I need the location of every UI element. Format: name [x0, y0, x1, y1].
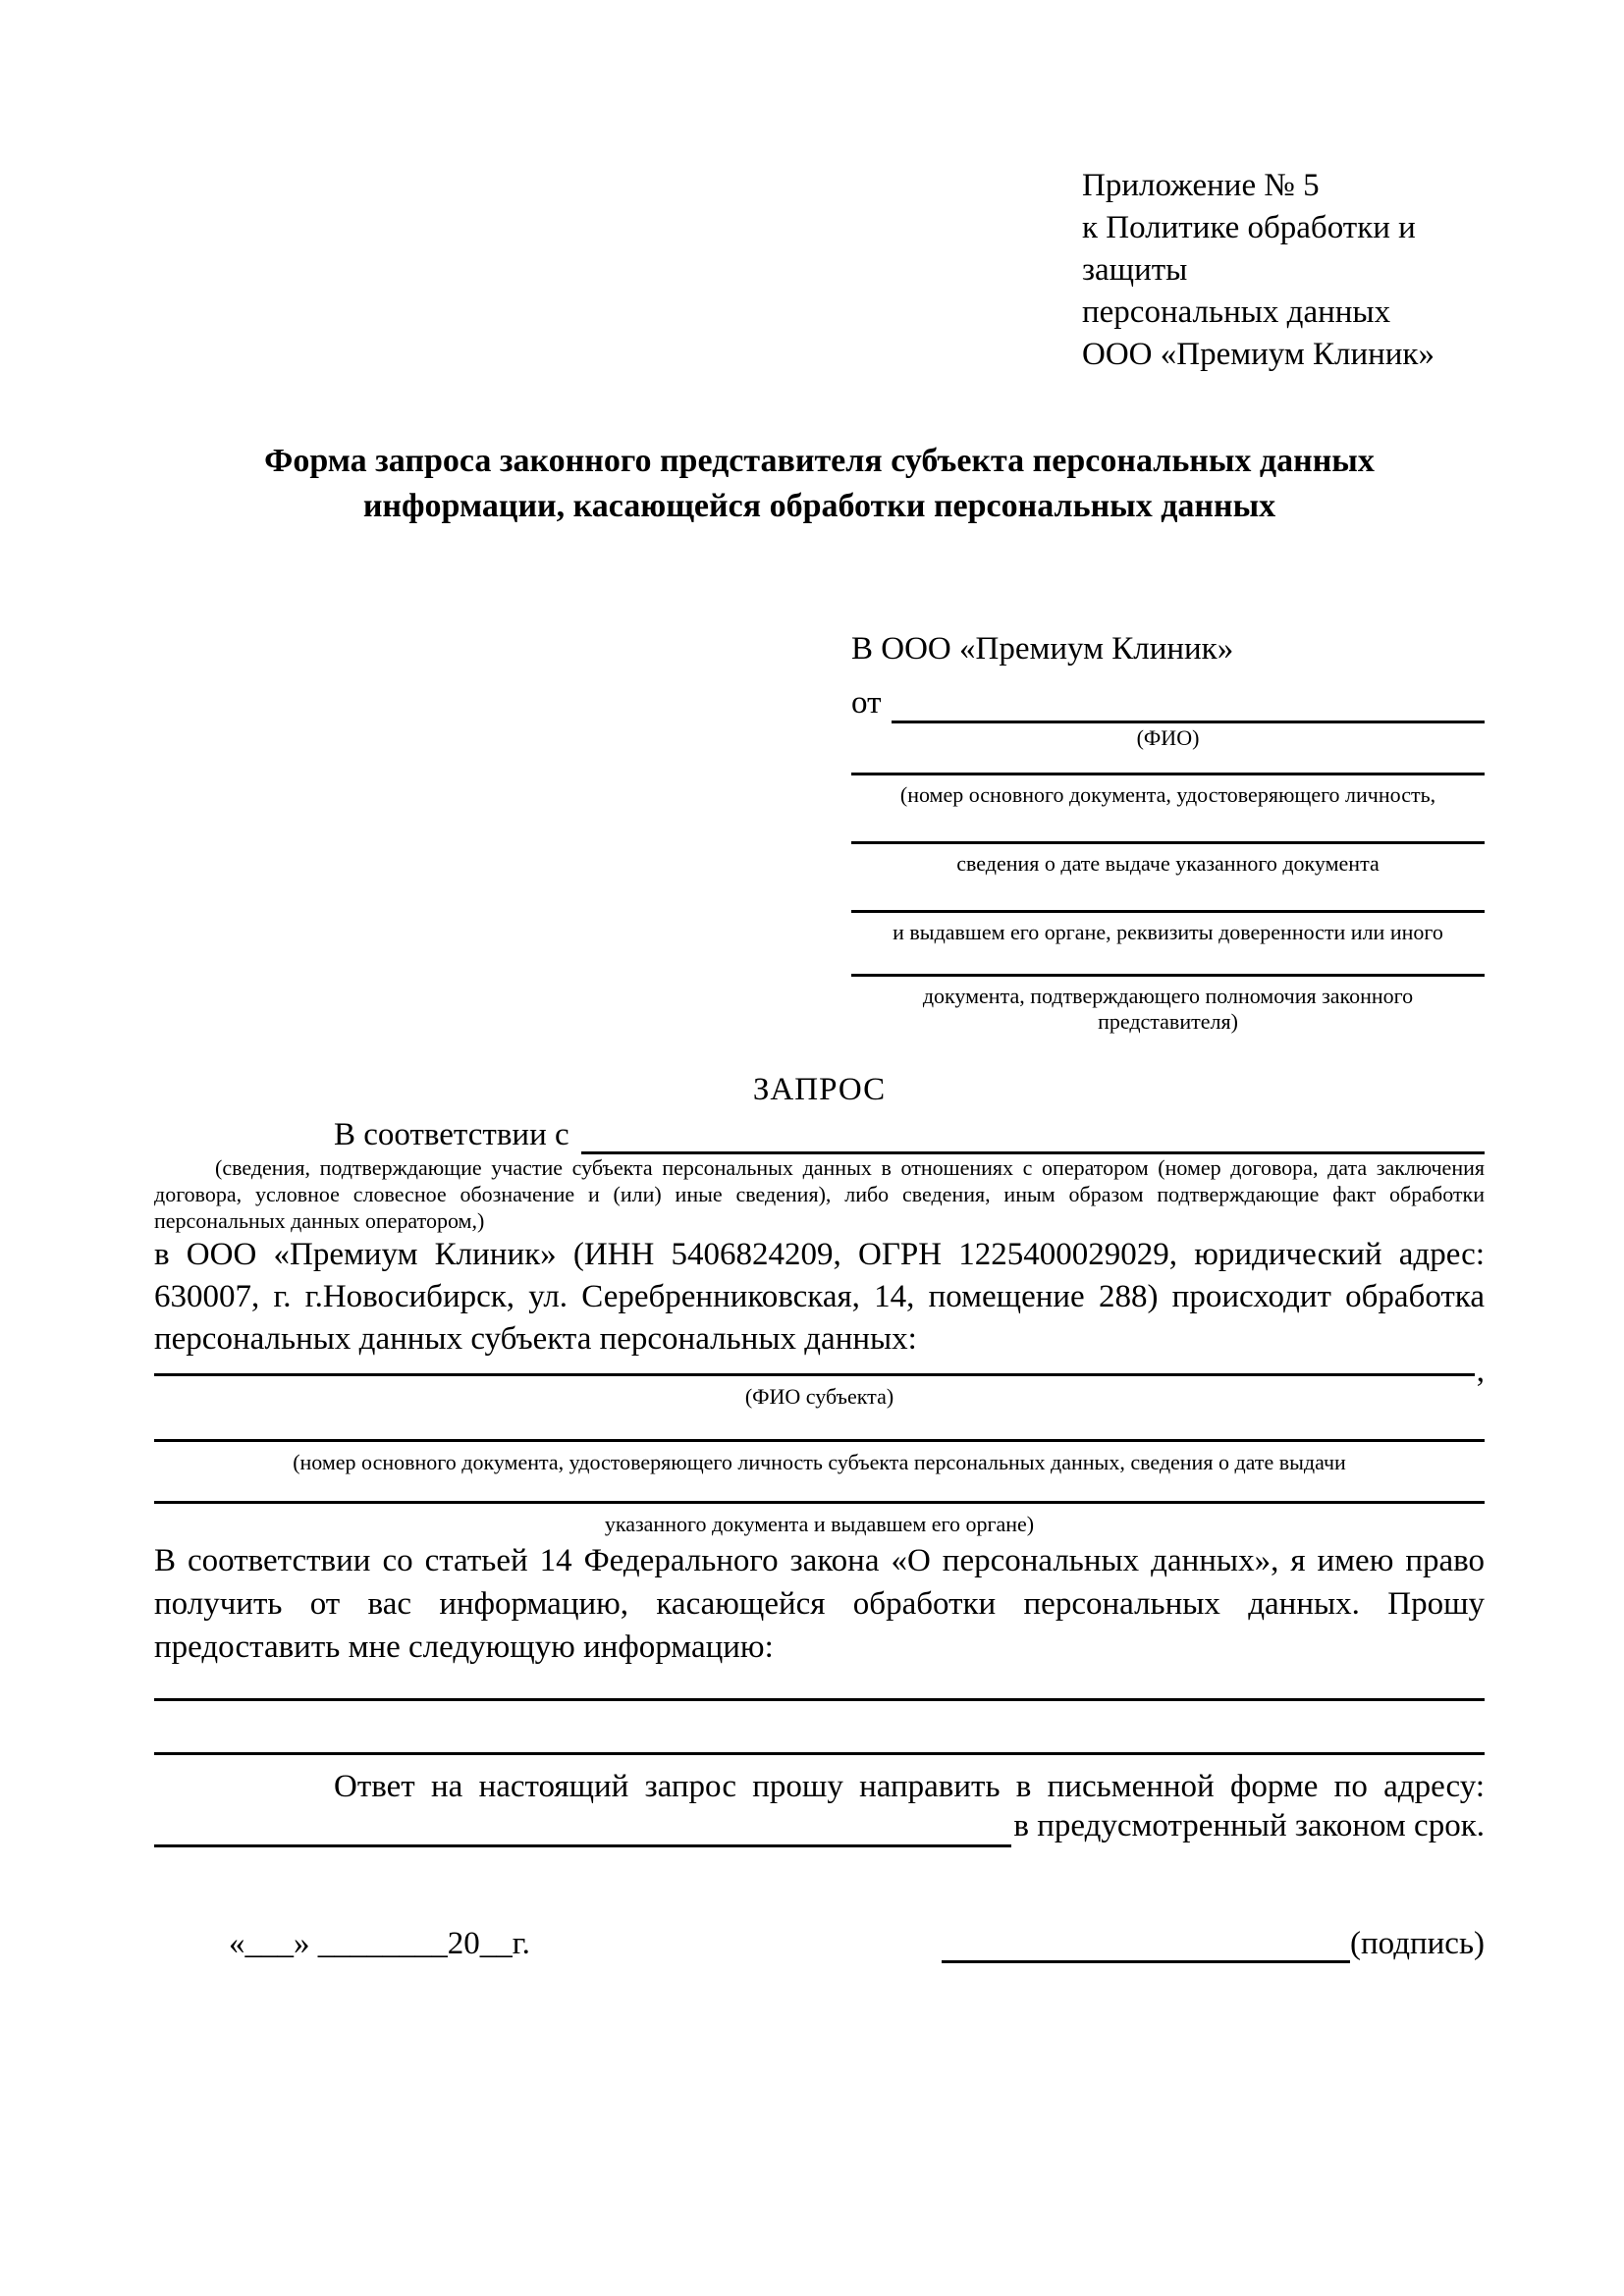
reply-address-fill-line — [154, 1815, 1011, 1847]
subject-fio-fill-line — [154, 1373, 1475, 1376]
subject-doc-fill-line-2 — [154, 1501, 1485, 1504]
signature-caption: (подпись) — [1350, 1926, 1485, 1961]
signature-field — [942, 1924, 1485, 1963]
page-title-line-2: информации, касающейся обработки персональных данных — [362, 488, 1276, 524]
fill-line-caption: документа, подтверждающего полномочия законного представителя) — [922, 984, 1414, 1034]
reply-address-field — [154, 1808, 1485, 1847]
trailing-comma: , — [1476, 1354, 1485, 1389]
annex-line-1: Приложение № 5 — [1082, 168, 1320, 203]
from-fill-line — [892, 721, 1486, 723]
operator-paragraph: в ООО «Премиум Клиник» (ИНН 5406824209, ОГРН 1225400029029, юридический адрес: 630007, г. г.Новосибирск, ул. Серебренниковская, 14, помещение 288) происходит обработка персональных данных субъекта персональных данных: — [154, 1237, 1485, 1357]
date-field: «___» ________20__г. — [229, 1926, 530, 1961]
representative-doc-field-3 — [851, 910, 1485, 945]
from-field — [851, 682, 1485, 723]
fill-line-caption: сведения о дате выдаче указанного документа — [956, 851, 1380, 876]
subject-doc-fill-line-1 — [154, 1439, 1485, 1442]
addressee-block — [851, 629, 1485, 1035]
annex-note — [1082, 165, 1485, 376]
basis-note: (сведения, подтверждающие участие субъекта персональных данных в отношениях с оператором (номер договора, дата заключения договора, условное словесное обозначение и (или) иные сведения), либо сведения, иным образом подтверждающие факт обработки персональных данных оператором,) — [154, 1155, 1485, 1233]
signature-row — [154, 1924, 1485, 1963]
annex-line-4: ООО «Премиум Клиник» — [1082, 337, 1435, 372]
representative-doc-field-1 — [851, 773, 1485, 808]
fill-line — [851, 974, 1485, 977]
reply-deadline-text: в предусмотренный законом срок. — [1013, 1808, 1485, 1843]
fill-line — [851, 910, 1485, 913]
annex-line-3: персональных данных — [1082, 294, 1391, 330]
subject-fio-field — [154, 1354, 1485, 1389]
from-label: от — [851, 685, 882, 721]
subject-fio-caption: (ФИО субъекта) — [744, 1384, 894, 1409]
law-paragraph: В соответствии со статьей 14 Федерального закона «О персональных данных», я имею право получить от вас информацию, касающейся обработки персональных данных. Прошу предоставить мне следующую информацию: — [154, 1543, 1485, 1665]
document-content — [154, 165, 1485, 1963]
fill-line-caption: и выдавшем его органе, реквизиты доверенности или иного — [893, 920, 1443, 944]
page-title-line-1: Форма запроса законного представителя субъекта персональных данных — [264, 443, 1375, 479]
fio-caption: (ФИО) — [1136, 725, 1200, 750]
reply-request-line: Ответ на настоящий запрос прошу направить в письменной форме по адресу: — [334, 1769, 1485, 1804]
accordance-field — [154, 1115, 1485, 1154]
representative-doc-field-2 — [851, 841, 1485, 877]
fill-line — [851, 773, 1485, 775]
fill-line-caption: (номер основного документа, удостоверяющего личность, — [899, 782, 1436, 807]
subject-doc-caption-1: (номер основного документа, удостоверяющего личность субъекта персональных данных, сведения о дате выдачи — [293, 1450, 1346, 1474]
fill-line — [851, 841, 1485, 844]
signature-line — [942, 1931, 1350, 1963]
page-title — [154, 439, 1485, 529]
blank-fill-line-2 — [154, 1752, 1485, 1755]
subject-doc-caption-2: указанного документа и выдавшем его органе) — [604, 1512, 1035, 1536]
representative-doc-field-4 — [851, 974, 1485, 1035]
annex-line-2: к Политике обработки и защиты — [1082, 210, 1416, 288]
addressee-to: В ООО «Премиум Клиник» — [851, 631, 1234, 667]
request-heading: ЗАПРОС — [752, 1072, 887, 1107]
accordance-label: В соответствии с — [334, 1117, 569, 1152]
blank-fill-line-1 — [154, 1698, 1485, 1701]
